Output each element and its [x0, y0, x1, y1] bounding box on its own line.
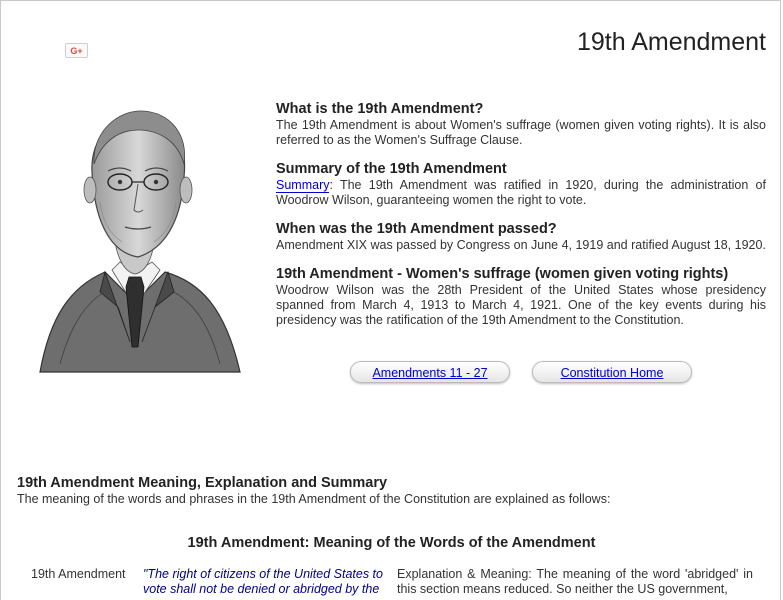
- constitution-home-label: Constitution Home: [560, 366, 664, 380]
- meaning-table-title: 19th Amendment: Meaning of the Words of the Amendment: [187, 535, 596, 551]
- section-heading-suffrage: 19th Amendment - Women's suffrage (women given voting rights): [276, 266, 729, 282]
- amendments-11-27-button[interactable]: [350, 361, 510, 383]
- meaning-heading: 19th Amendment Meaning, Explanation and Summary: [17, 475, 388, 491]
- amendments-11-27-label: Amendments 11 - 27: [372, 366, 488, 380]
- amendment-explanation: Explanation & Meaning: The meaning of the word 'abridged' in this section means reduced. So neither the US government,: [397, 567, 753, 596]
- section-text-what: The 19th Amendment is about Women's suffrage (women given voting rights). It is also referred to as the Women's Suffrage Clause.: [276, 118, 766, 147]
- summary-link[interactable]: Summary: [276, 178, 330, 192]
- section-text-passed: Amendment XIX was passed by Congress on June 4, 1919 and ratified August 18, 1920.: [276, 238, 766, 252]
- section-text-summary: [276, 178, 766, 208]
- amendment-info: [276, 100, 766, 340]
- woodrow-wilson-portrait: [30, 102, 245, 382]
- summary-text: : The 19th Amendment was ratified in 1920, during the administration of Woodrow Wilson, guaranteeing women the right to vote.: [276, 178, 766, 207]
- page-title: 19th Amendment: [576, 28, 766, 56]
- amendment-quote: "The right of citizens of the United States to vote shall not be denied or abridged by the: [143, 567, 383, 596]
- section-heading-passed: When was the 19th Amendment passed?: [276, 221, 557, 237]
- table-row-label: 19th Amendment: [31, 567, 126, 581]
- google-plus-share-button[interactable]: G+: [65, 43, 88, 58]
- section-heading-what: What is the 19th Amendment?: [276, 101, 484, 117]
- section-heading-summary: Summary of the 19th Amendment: [276, 161, 507, 177]
- section-text-suffrage: Woodrow Wilson was the 28th President of the United States whose presidency spanned from March 4, 1913 to March 4, 1921. One of the key events during his presidency was the ratification of the 19th Amendment to the Constitution.: [276, 283, 766, 327]
- constitution-home-button[interactable]: [532, 361, 692, 383]
- meaning-intro: The meaning of the words and phrases in the 19th Amendment of the Constitution are explained as follows:: [17, 492, 611, 506]
